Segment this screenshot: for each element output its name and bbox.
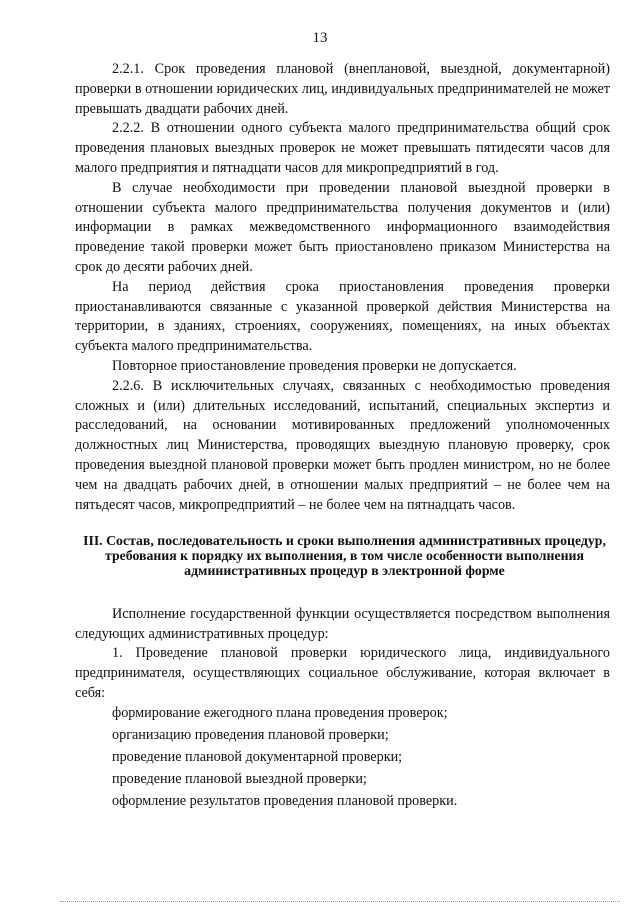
page-number: 13: [312, 30, 328, 46]
section-heading: III. Состав, последовательность и сроки выполнения административных процедур, требования к порядку их выполнения, в том числе особенности выполнения административных процедур в электронной форме: [83, 533, 606, 578]
procedure-list: [75, 704, 610, 810]
list-item: оформление результатов проведения плановой проверки.: [112, 792, 458, 809]
list-item: проведение плановой выездной проверки;: [112, 770, 367, 787]
footer-rule: [60, 901, 620, 902]
document-body: [75, 60, 610, 814]
paragraph-2-2-6: 2.2.6. В исключительных случаях, связанных с необходимостью проведения сложных и (или) длительных исследований, испытаний, специальных экспертиз и расследований, на основании мотивированных предложений уполномоченных должностных лиц Министерства, проводящих выездную плановую проверку, срок проведения выездной плановой проверки может быть продлен министром, но не более чем на двадцать рабочих дней, в отношении малых предприятий – не более чем на пятьдесят часов, микропредприятий – не более чем на пятнадцать часов.: [75, 377, 610, 513]
paragraph-suspension-case: В случае необходимости при проведении плановой выездной проверки в отношении субъекта малого предпринимательства получения документов и (или) информации в рамках межведомственного информационного взаимодействия проведение такой проверки может быть приостановлено приказом Министерства на срок до десяти рабочих дней.: [75, 179, 610, 275]
paragraph-2-2-1: 2.2.1. Срок проведения плановой (внеплановой, выездной, документарной) проверки в отношении юридических лиц, индивидуальных предпринимателей не может превышать двадцати рабочих дней.: [75, 61, 610, 117]
list-item: проведение плановой документарной проверки;: [112, 748, 403, 765]
paragraph-suspension-period: На период действия срока приостановления проведения проверки приостанавливаются связанные с указанной проверкой действия Министерства на территории, в зданиях, строениях, сооружениях, помещениях, на иных объектах субъекта малого предпринимательства.: [75, 278, 610, 355]
paragraph-procedures-intro: Исполнение государственной функции осуществляется посредством выполнения следующих административных процедур:: [75, 605, 610, 642]
heading-gap: [75, 579, 610, 605]
list-item: организацию проведения плановой проверки;: [112, 726, 389, 743]
paragraph-planned-inspection: 1. Проведение плановой проверки юридического лица, индивидуального предпринимателя, осуществляющих социальное обслуживание, которая включает в себя:: [75, 645, 610, 701]
paragraph-2-2-2: 2.2.2. В отношении одного субъекта малого предпринимательства общий срок проведения плановых выездных проверок не может превышать пятидесяти часов для малого предприятия и пятнадцати часов для микропредприятий в год.: [75, 120, 610, 176]
section-gap: [75, 515, 610, 534]
paragraph-repeat-suspension: Повторное приостановление проведения проверки не допускается.: [112, 357, 517, 374]
list-item: формирование ежегодного плана проведения проверок;: [112, 704, 448, 721]
